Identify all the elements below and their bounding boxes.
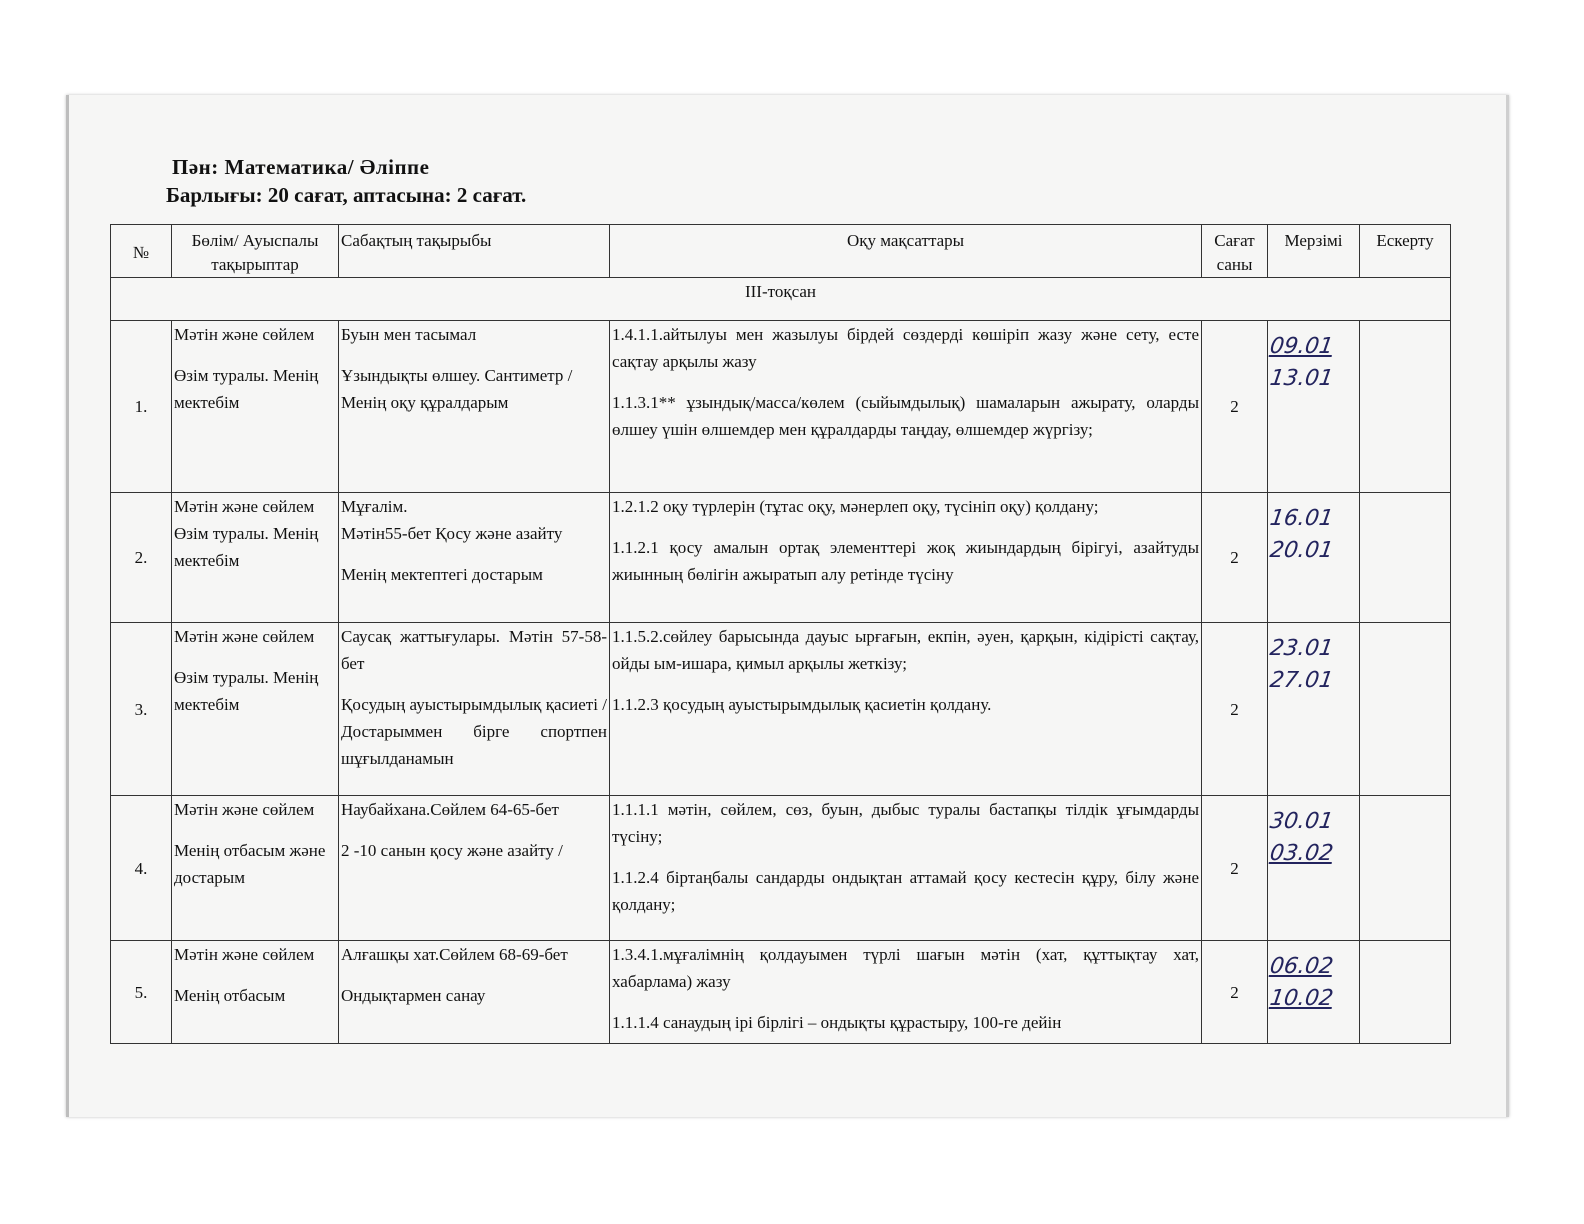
hours-cell: 2 — [1202, 493, 1268, 623]
handwritten-date: 10.02 — [1268, 986, 1335, 1011]
topic-text: Мәтін55-бет Қосу және азайту — [341, 524, 563, 543]
topic-text: 2 -10 санын қосу және азайту / — [341, 841, 563, 860]
topic-text: Ұзындықты өлшеу. Сантиметр / Менің оқу құралдарым — [341, 366, 573, 412]
date-cell — [1268, 623, 1360, 796]
section-text: Менің отбасым және достарым — [174, 841, 326, 887]
handwritten-date: 30.01 — [1268, 809, 1335, 834]
topic-text: Мұғалім. — [341, 497, 408, 516]
col-header-date: Мерзімі — [1268, 225, 1360, 278]
hours-cell: 2 — [1202, 623, 1268, 796]
section-cell — [172, 941, 339, 1044]
objectives-cell — [610, 321, 1202, 493]
date-cell — [1268, 941, 1360, 1044]
section-cell — [172, 623, 339, 796]
hours-cell: 2 — [1202, 321, 1268, 493]
quarter-title: ІІІ-тоқсан — [111, 278, 1451, 321]
objective-text: 1.1.2.1 қосу амалын ортақ элементтері жоқ жиындардың бірігуі, азайтуды жиынның бөлігін ажыратып алу ретінде түсіну — [612, 538, 1199, 584]
note-cell — [1360, 623, 1451, 796]
row-number: 1. — [111, 321, 172, 493]
date-cell — [1268, 796, 1360, 941]
col-header-hours: Сағат саны — [1202, 225, 1268, 278]
section-cell — [172, 493, 339, 623]
topic-text: Буын мен тасымал — [341, 325, 477, 344]
col-header-num: № — [111, 225, 172, 278]
quarter-row — [111, 278, 1451, 321]
col-header-objectives: Оқу мақсаттары — [610, 225, 1202, 278]
topic-cell — [339, 941, 610, 1044]
objectives-cell — [610, 796, 1202, 941]
handwritten-date: 27.01 — [1268, 668, 1335, 693]
objectives-cell — [610, 941, 1202, 1044]
note-cell — [1360, 941, 1451, 1044]
section-text: Мәтін және сөйлем — [174, 325, 315, 344]
lesson-plan-table — [110, 224, 1451, 1044]
section-text: Менің отбасым — [174, 986, 286, 1005]
section-text: Өзім туралы. Менің мектебім — [174, 524, 319, 570]
handwritten-date: 03.02 — [1268, 841, 1335, 866]
table-row — [111, 321, 1451, 493]
col-header-note: Ескерту — [1360, 225, 1451, 278]
row-number: 2. — [111, 493, 172, 623]
section-text: Мәтін және сөйлем — [174, 627, 315, 646]
hours-cell: 2 — [1202, 941, 1268, 1044]
topic-cell — [339, 623, 610, 796]
topic-text: Қосудың ауыстырымдылық қасиеті / Достарыммен бірге спортпен шұғылданамын — [341, 695, 607, 768]
row-number: 5. — [111, 941, 172, 1044]
objective-text: 1.1.5.2.сөйлеу барысында дауыс ырғағын, екпін, әуен, қарқын, кідірісті сақтау, ойды ым-ишара, қимыл арқылы жеткізу; — [612, 627, 1199, 673]
topic-text: Ондықтармен санау — [341, 986, 486, 1005]
note-cell — [1360, 796, 1451, 941]
section-text: Өзім туралы. Менің мектебім — [174, 668, 319, 714]
objective-text: 1.1.2.3 қосудың ауыстырымдылық қасиетін қолдану. — [612, 695, 992, 714]
date-cell — [1268, 493, 1360, 623]
topic-cell — [339, 321, 610, 493]
objective-text: 1.1.2.4 біртаңбалы сандарды ондықтан аттамай қосу кестесін құру, білу және қолдану; — [612, 868, 1199, 914]
topic-text: Менің мектептегі достарым — [341, 565, 543, 584]
row-number: 3. — [111, 623, 172, 796]
handwritten-date: 20.01 — [1268, 538, 1335, 563]
note-cell — [1360, 321, 1451, 493]
handwritten-date: 16.01 — [1268, 506, 1335, 531]
section-cell — [172, 321, 339, 493]
table-row — [111, 623, 1451, 796]
hours-cell: 2 — [1202, 796, 1268, 941]
topic-text: Алғашқы хат.Сөйлем 68-69-бет — [341, 945, 568, 964]
objective-text: 1.1.1.1 мәтін, сөйлем, сөз, буын, дыбыс туралы бастапқы тілдік ұғымдарды түсіну; — [612, 800, 1199, 846]
table-header-row — [111, 225, 1451, 278]
topic-cell — [339, 493, 610, 623]
note-cell — [1360, 493, 1451, 623]
document-header — [166, 153, 526, 209]
objectives-cell — [610, 623, 1202, 796]
objective-text: 1.1.3.1** ұзындық/масса/көлем (сыйымдылық) шамаларын ажырату, оларды өлшеу үшін өлшемдер мен құралдарды таңдау, өлшемдер жүргізу; — [612, 393, 1199, 439]
section-text: Мәтін және сөйлем — [174, 945, 315, 964]
topic-text: Саусақ жаттығулары. Мәтін 57-58-бет — [341, 627, 607, 673]
objective-text: 1.4.1.1.айтылуы мен жазылуы бірдей сөздерді көшіріп жазу және сету, есте сақтау арқылы жазу — [612, 325, 1199, 371]
topic-text: Наубайхана.Сөйлем 64-65-бет — [341, 800, 559, 819]
table-row — [111, 796, 1451, 941]
section-text: Мәтін және сөйлем — [174, 497, 315, 516]
handwritten-date: 23.01 — [1268, 636, 1335, 661]
section-text: Мәтін және сөйлем — [174, 800, 315, 819]
objective-text: 1.3.4.1.мұғалімнің қолдауымен түрлі шағын мәтін (хат, құттықтау хат, хабарлама) жазу — [612, 945, 1199, 991]
table-row — [111, 493, 1451, 623]
section-text: Өзім туралы. Менің мектебім — [174, 366, 319, 412]
row-number: 4. — [111, 796, 172, 941]
hours-summary: Барлығы: 20 сағат, аптасына: 2 сағат. — [166, 183, 527, 207]
objective-text: 1.2.1.2 оқу түрлерін (тұтас оқу, мәнерлеп оқу, түсініп оқу) қолдану; — [612, 497, 1099, 516]
col-header-topic: Сабақтың тақырыбы — [339, 225, 610, 278]
handwritten-date: 06.02 — [1268, 954, 1335, 979]
objectives-cell — [610, 493, 1202, 623]
topic-cell — [339, 796, 610, 941]
subject-title: Пән: Математика/ Әліппе — [172, 155, 430, 179]
date-cell — [1268, 321, 1360, 493]
table-row — [111, 941, 1451, 1044]
handwritten-date: 13.01 — [1268, 366, 1335, 391]
col-header-section: Бөлім/ Ауыспалы тақырыптар — [172, 225, 339, 278]
handwritten-date: 09.01 — [1268, 334, 1335, 359]
objective-text: 1.1.1.4 санаудың ірі бірлігі – ондықты құрастыру, 100-ге дейін — [612, 1013, 1062, 1032]
section-cell — [172, 796, 339, 941]
